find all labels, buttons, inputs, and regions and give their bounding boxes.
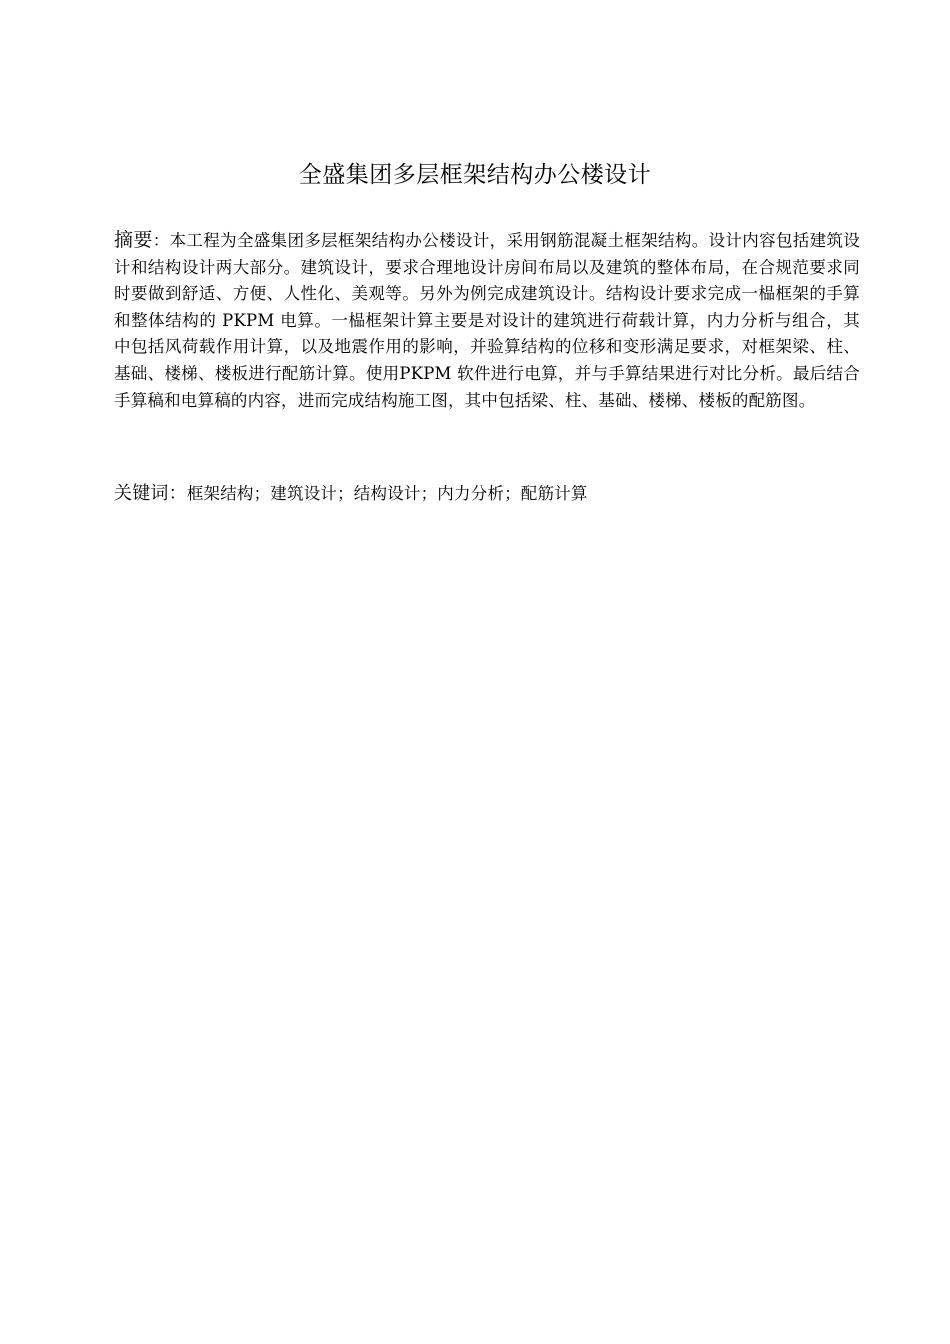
keywords-text: 框架结构；建筑设计；结构设计；内力分析；配筋计算 [186, 484, 588, 503]
keywords-label: 关键词： [114, 483, 187, 504]
abstract-paragraph [114, 227, 860, 414]
abstract-separator: ： [152, 231, 170, 250]
abstract-label: 摘要 [114, 229, 153, 251]
keywords-line [114, 480, 860, 508]
document-title: 全盛集团多层框架结构办公楼设计 [298, 162, 652, 188]
abstract-text: 本工程为全盛集团多层框架结构办公楼设计，采用钢筋混凝土框架结构。设计内容包括建筑设计和结构设计两大部分。建筑设计，要求合理地设计房间布局以及建筑的整体布局，在合规范要求同时要做到舒适、方便、人性化、美观等。另外为例完成建筑设计。结构设计要求完成一榀框架的手算和整体结构的 PKPM 电算。一榀框架计算主要是对设计的建筑进行荷载计算，内力分析与组合，其中包括风荷载作用计算，以及地震作用的影响，并验算结构的位移和变形满足要求，对框架梁、柱、基础、楼梯、楼板进行配筋计算。使用PKPM 软件进行电算，并与手算结果进行对比分析。最后结合手算稿和电算稿的内容，进而完成结构施工图，其中包括梁、柱、基础、楼梯、楼板的配筋图。 [114, 231, 861, 410]
